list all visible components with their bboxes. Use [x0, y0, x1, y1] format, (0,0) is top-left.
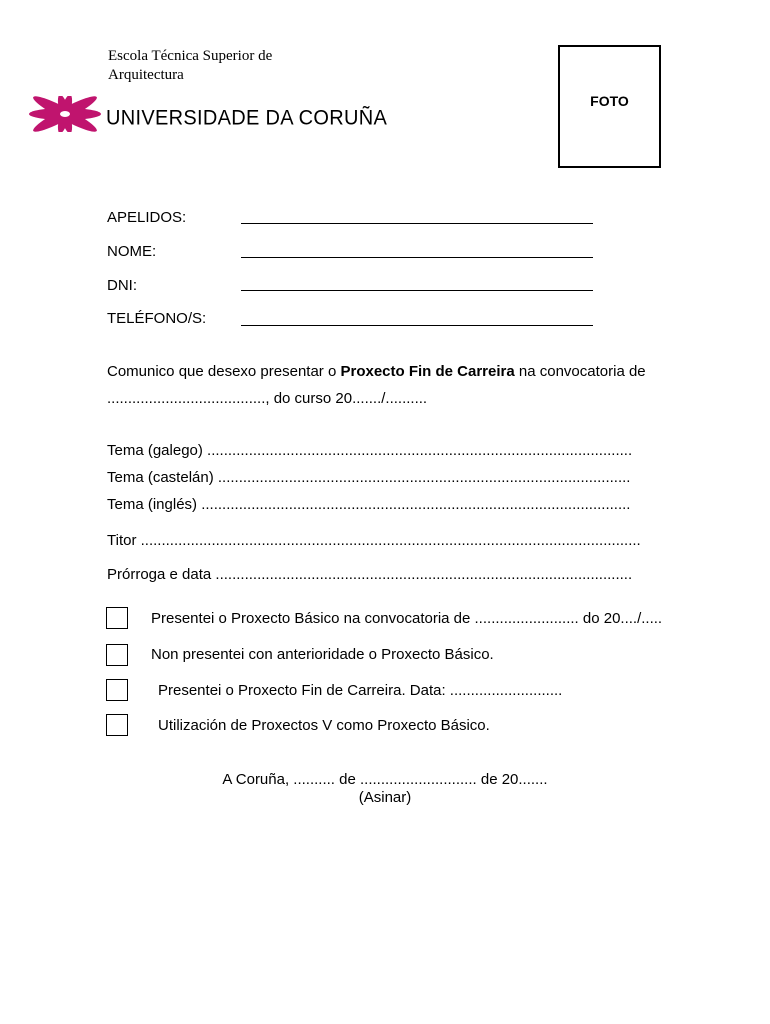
topic-castelan[interactable]: Tema (castelán) ...................................................................................................: [107, 469, 631, 486]
field-telefono[interactable]: [241, 325, 593, 326]
school-line-1: Escola Técnica Superior de: [108, 48, 273, 64]
checkbox-proxecto-basico[interactable]: [106, 607, 128, 629]
prorroga-field[interactable]: Prórroga e data ....................................................................................................: [107, 566, 633, 583]
field-label-telefono: TELÉFONO/S:: [107, 310, 207, 327]
statement-bold: Proxecto Fin de Carreira: [340, 363, 515, 380]
checkbox-label-non-presentei: Non presentei con anterioridade o Proxecto Básico.: [151, 646, 494, 663]
checkbox-non-presentei[interactable]: [106, 644, 128, 666]
topic-ingles[interactable]: Tema (inglés) .......................................................................................................: [107, 496, 631, 513]
statement-line-1: [107, 363, 646, 380]
field-dni[interactable]: [241, 290, 593, 291]
field-label-apelidos: APELIDOS:: [107, 209, 187, 226]
topic-galego[interactable]: Tema (galego) ......................................................................................................: [107, 442, 633, 459]
checkbox-label-proxecto-basico: Presentei o Proxecto Básico na convocatoria de ......................... do 20..../.....: [151, 610, 663, 627]
udc-logo-icon: [28, 96, 102, 137]
checkbox-label-proxecto-fin: Presentei o Proxecto Fin de Carreira. Data: ...........................: [158, 682, 563, 699]
checkbox-label-proxectos-v: Utilización de Proxectos V como Proxecto Básico.: [158, 717, 490, 734]
photo-label: FOTO: [590, 93, 629, 109]
school-line-2: Arquitectura: [108, 67, 184, 83]
field-nome[interactable]: [241, 257, 593, 258]
titor-field[interactable]: Titor ........................................................................................................................: [107, 532, 641, 549]
place-date-line[interactable]: A Coruña, .......... de ............................ de 20.......: [222, 771, 548, 788]
checkbox-proxecto-fin[interactable]: [106, 679, 128, 701]
statement-suffix: na convocatoria de: [514, 363, 646, 380]
signature-label: (Asinar): [358, 789, 412, 806]
statement-line-2[interactable]: ......................................, do curso 20......./..........: [107, 390, 428, 407]
university-name: UNIVERSIDADE DA CORUÑA: [106, 106, 388, 130]
field-apelidos[interactable]: [241, 223, 593, 224]
field-label-dni: DNI:: [107, 277, 137, 294]
statement-prefix: Comunico que desexo presentar o: [107, 363, 341, 380]
checkbox-proxectos-v[interactable]: [106, 714, 128, 736]
photo-box: [558, 45, 661, 168]
school-name: [108, 47, 272, 85]
field-label-nome: NOME:: [107, 243, 157, 260]
